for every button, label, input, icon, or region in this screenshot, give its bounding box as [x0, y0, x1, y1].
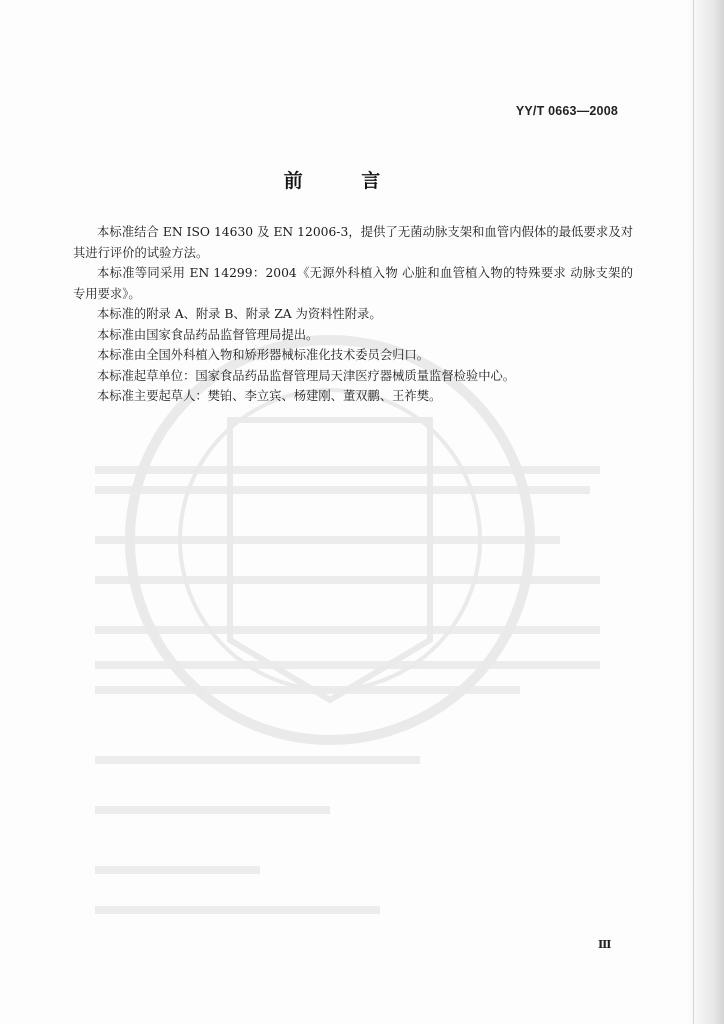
- paragraph: 本标准主要起草人：樊铂、李立宾、杨建刚、董双鹏、王祚樊。: [97, 389, 442, 403]
- page-title: 前 言: [283, 170, 407, 192]
- page-edge-line: [693, 0, 694, 1024]
- paragraph: 本标准起草单位：国家食品药品监督管理局天津医疗器械质量监督检验中心。: [97, 368, 516, 383]
- foreword-body: [73, 222, 633, 407]
- standard-code: YY/T 0663—2008: [515, 104, 618, 118]
- paragraph: 本标准等同采用 EN 14299：2004《无源外科植入物 心脏和血管植入物的特殊要求 动脉支架的专用要求》。: [73, 266, 633, 301]
- paragraph: 本标准由全国外科植入物和矫形器械标准化技术委员会归口。: [97, 348, 430, 362]
- page-number: Ⅲ: [598, 938, 612, 951]
- paragraph: 本标准的附录 A、附录 B、附录 ZA 为资料性附录。: [97, 307, 382, 321]
- paragraph: 本标准由国家食品药品监督管理局提出。: [97, 327, 319, 342]
- paragraph: 本标准结合 EN ISO 14630 及 EN 12006-3，提供了无菌动脉支架和血管内假体的最低要求及对其进行评价的试验方法。: [73, 225, 633, 260]
